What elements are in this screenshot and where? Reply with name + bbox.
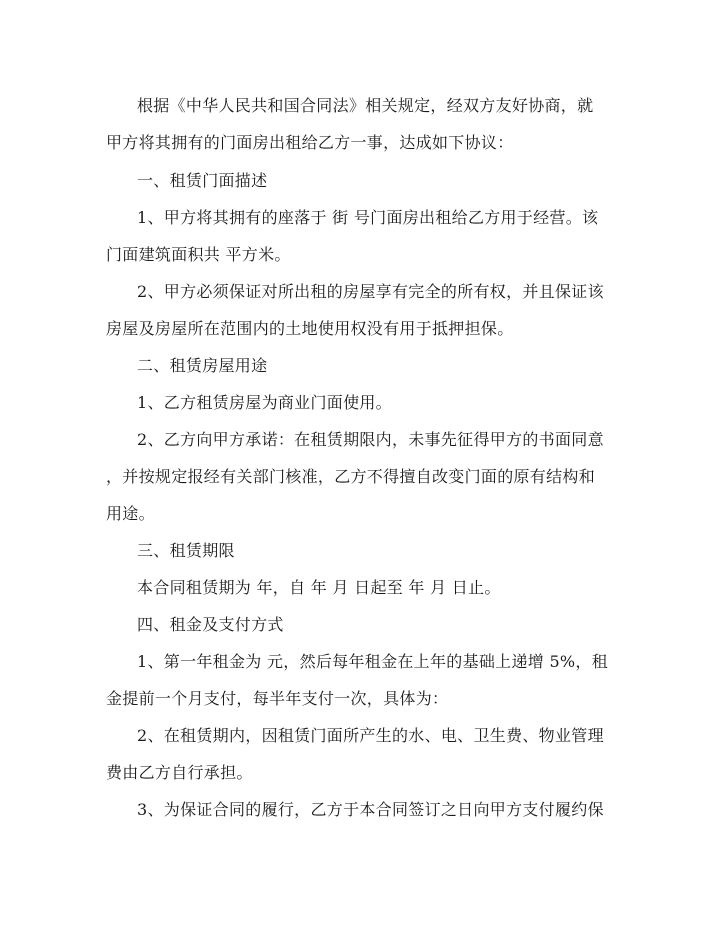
- text-line: 3、为保证合同的履行，乙方于本合同签订之日向甲方支付履约保: [137, 800, 604, 819]
- text-line: 1、乙方租赁房屋为商业门面使用。: [137, 393, 392, 412]
- text-line: 用途。: [106, 504, 155, 523]
- text-line: 根据《中华人民共和国合同法》相关规定，经双方友好协商，就: [137, 96, 594, 115]
- text-line: 甲方将其拥有的门面房出租给乙方一事，达成如下协议：: [106, 133, 514, 152]
- section-heading: 四、租金及支付方式: [137, 615, 284, 634]
- text-line: 金提前一个月支付，每半年支付一次，具体为：: [106, 689, 449, 708]
- text-line: 房屋及房屋所在范围内的土地使用权没有用于抵押担保。: [106, 319, 514, 338]
- section-heading: 三、租赁期限: [137, 541, 235, 560]
- text-line: 本合同租赁期为 年，自 年 月 日起至 年 月 日止。: [137, 578, 501, 597]
- text-line: 费由乙方自行承担。: [106, 763, 253, 782]
- text-line: 2、在租赁期内，因租赁门面所产生的水、电、卫生费、物业管理: [137, 726, 604, 745]
- text-line: 门面建筑面积共 平方米。: [106, 245, 291, 264]
- text-line: ，并按规定报经有关部门核准，乙方不得擅自改变门面的原有结构和: [106, 467, 596, 486]
- section-heading: 二、租赁房屋用途: [137, 356, 268, 375]
- text-line: 1、甲方将其拥有的座落于 街 号门面房出租给乙方用于经营。该: [137, 208, 599, 227]
- text-line: 2、乙方向甲方承诺：在租赁期限内，未事先征得甲方的书面同意: [137, 430, 604, 449]
- text-line: 2、甲方必须保证对所出租的房屋享有完全的所有权，并且保证该: [137, 282, 604, 301]
- text-line: 1、第一年租金为 元，然后每年租金在上年的基础上递增 5%，租: [137, 652, 609, 671]
- section-heading: 一、租赁门面描述: [137, 171, 268, 190]
